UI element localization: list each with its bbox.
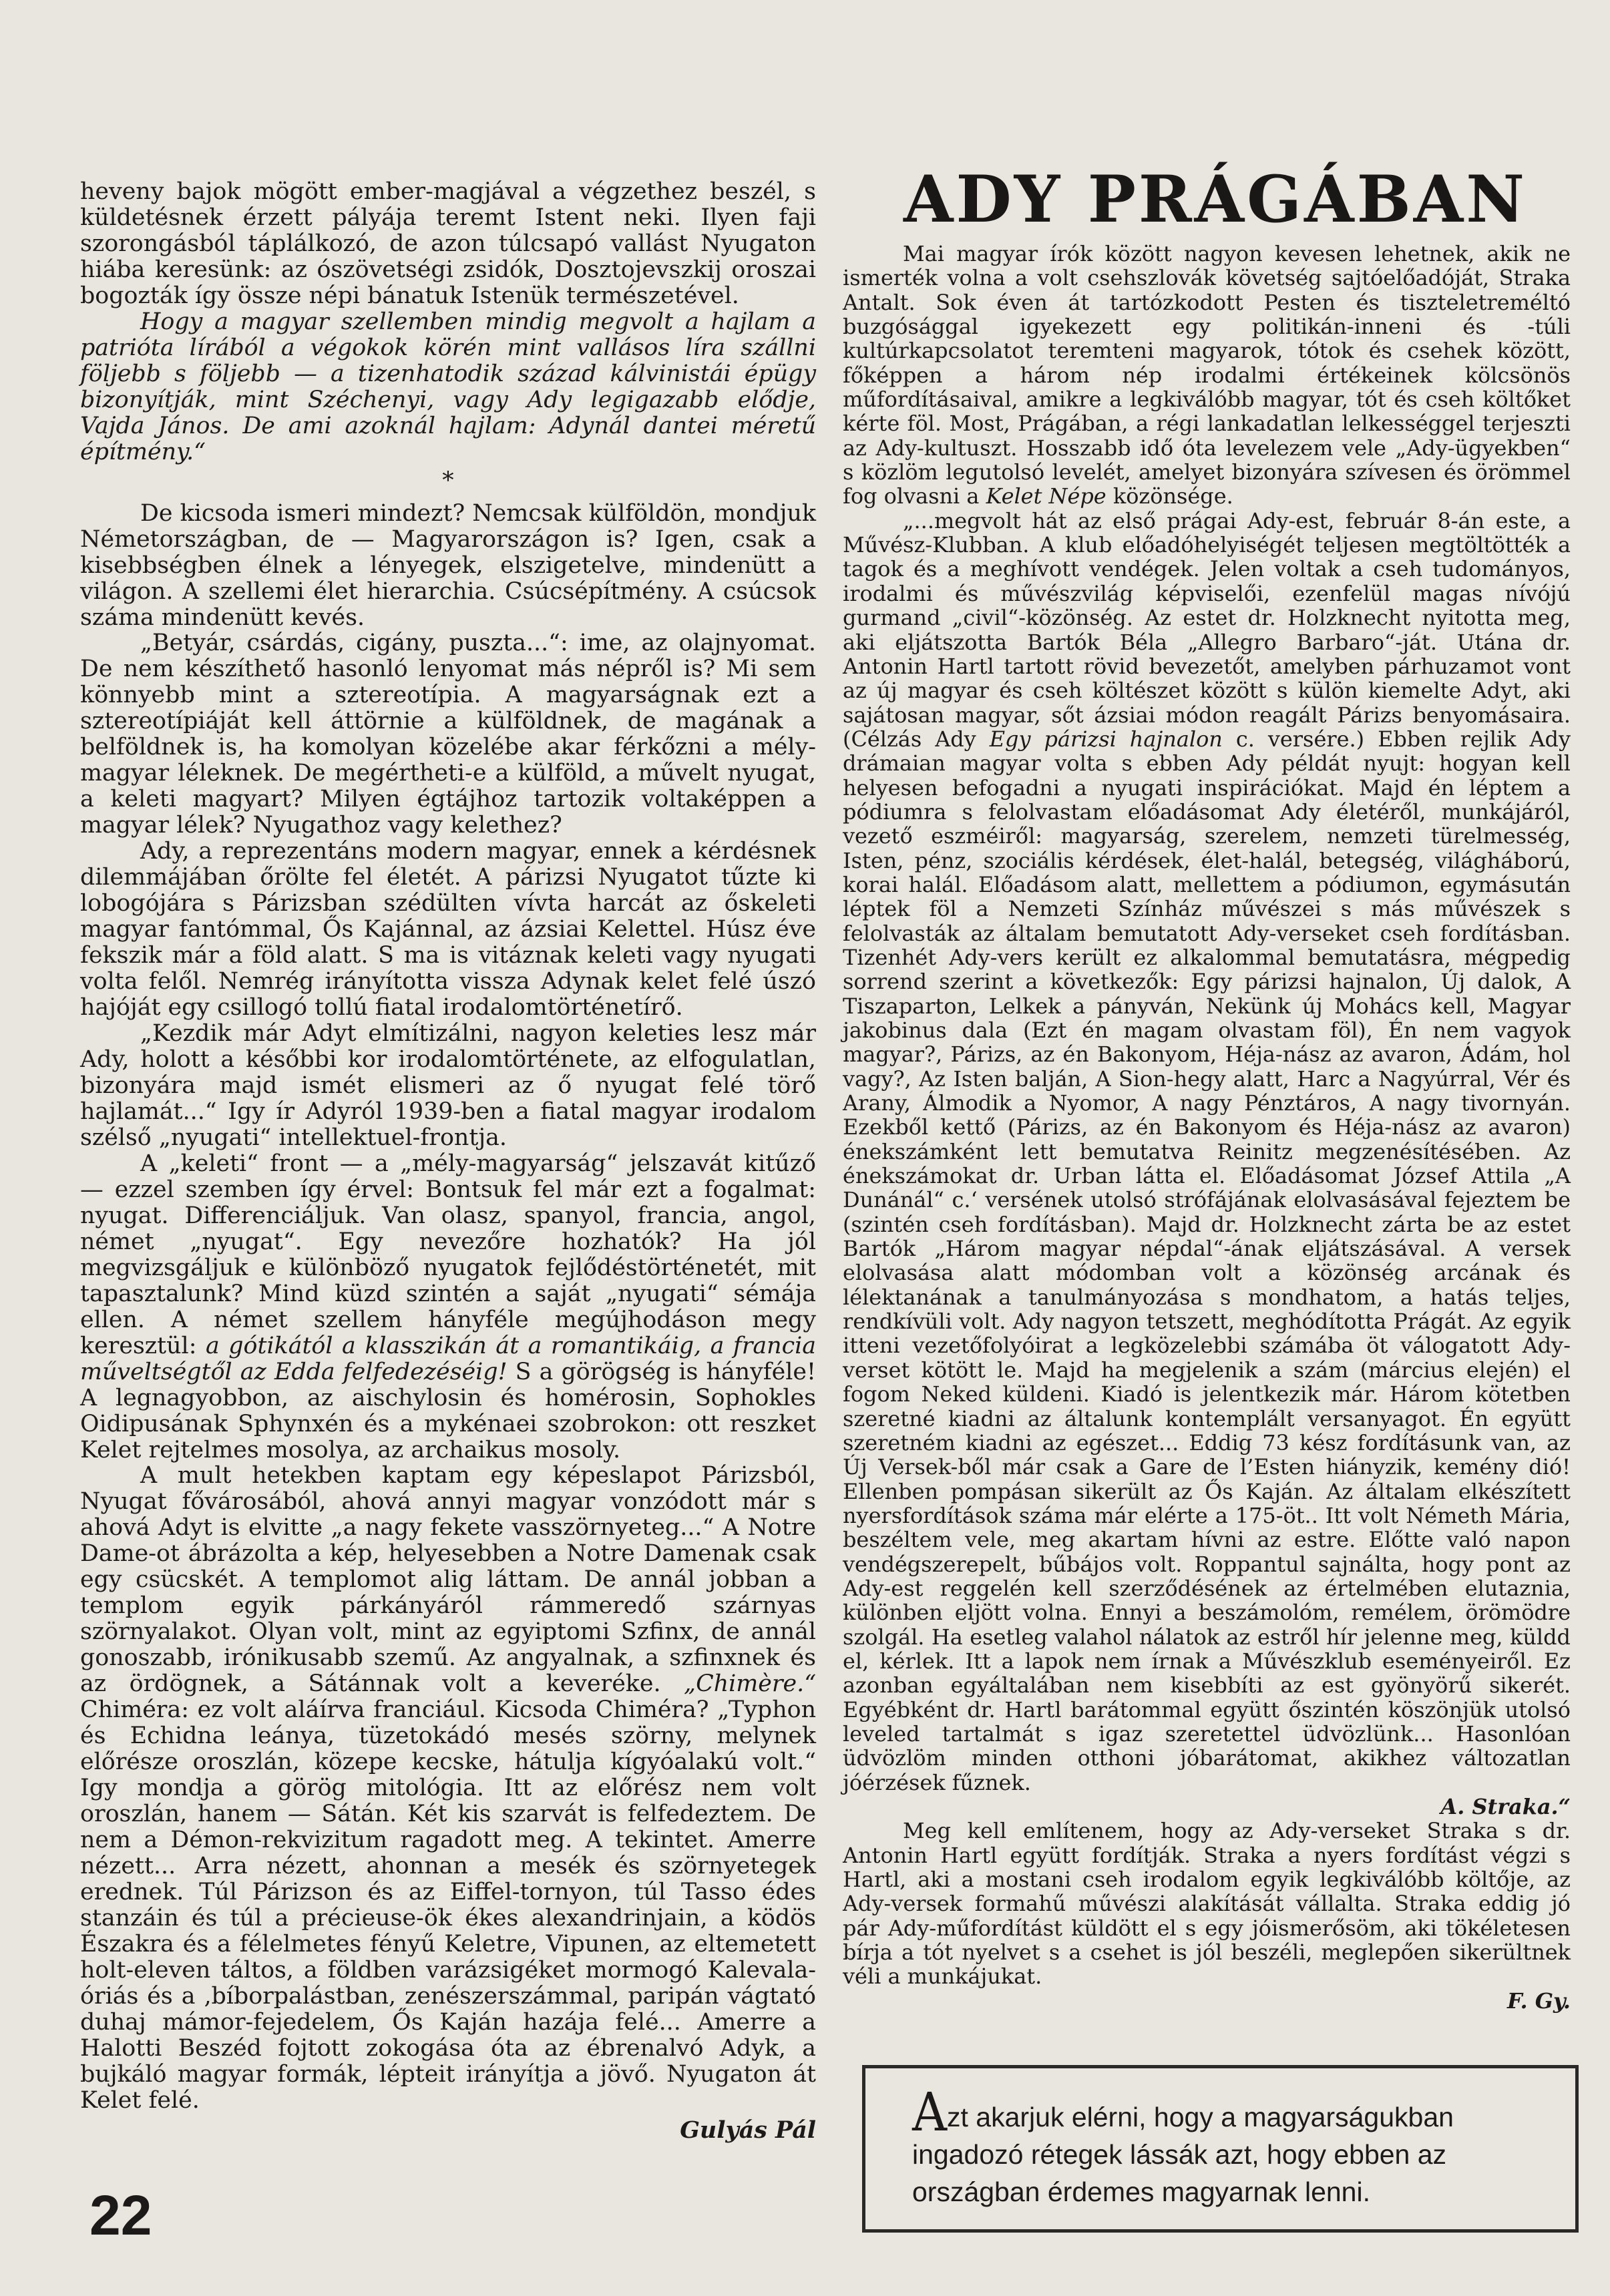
letter-signature: A. Straka.“ bbox=[1440, 1794, 1571, 1819]
paragraph-text: Chiméra: ez volt aláírva franciául. Kicsoda Chiméra? „Typhon és Echidna leánya, tüzetokádó mesés szörny, melynek előrésze oroszlán, közepe kecske, hátulja kígyóalakú volt.“ Igy mondja a görög mitológia. Itt az előrész nem volt oroszlán, hanem — Sátán. Két kis szarvát is felfedeztem. De nem a Démon-rekvizitum ragadott meg. A tekintet. Amerre nézett... Arra nézett, ahonnan a mesék és szörnyetegek erednek. Túl Párizson és az Eiffel-tornyon, túl Tasso édes stanzáin és túl a précieuse-ök ékes alexandrinjain, a ködös Északra és a félelmetes fényű Keletre, Vipunen, az eltemetett holt-eleven táltos, a földben varázsigéket mormogó Kalevala-óriás és a ‚bíborpalástban, zenészerszámmal, paripán vágtató duhaj mámor-fejedelem, Ős Kaján hazája felé... Amerre a Halotti Beszéd fojtott zokogása óta az ébrenalvó Adyk, a bujkáló magyar formák, lépteit irányítja a jövő. Nyugaton át Kelet felé. bbox=[80, 1696, 816, 2114]
paragraph: „Betyár, csárdás, cigány, puszta...“: ime, az olajnyomat. De nem készíthető hasonló lenyomat más népről is? Mi sem könnyebb mint a sztereotípia. A magyarságnak ezt a sztereotípiáját kell áttörnie a külföldnek, de magának a belföldnek is, ha komolyan közelébe akar férkőzni a mély-magyar léleknek. De megértheti-e a külföld, a művelt nyugat, a keleti magyart? Milyen égtájhoz tartozik voltaképpen a magyar lélek? Nyugathoz vagy kelethez? bbox=[80, 630, 816, 839]
left-article-column bbox=[80, 179, 816, 2144]
paragraph-italic: Hogy a magyar szellemben mindig megvolt a hajlam a patrióta lírából a végokok körén mint vallásos líra szállni följebb s följebb — a tizenhatodik század kálvinistái épügy bizonyítják, mint Széchenyi, vagy Ady legigazabb elődje, Vajda János. De ami azoknál hajlam: Adynál dantei méretű építmény.“ bbox=[80, 308, 816, 465]
page-number: 22 bbox=[89, 2184, 152, 2247]
italic-text: a gótikától a klasszikán át a romantikáig, a francia műveltségtől az Edda felfedezéséig! bbox=[80, 1332, 816, 1385]
paragraph-text: „...megvolt hát az első prágai Ady-est, február 8-án este, a Művész-Klubban. A klub előadóhelyiségét teljesen megtöltötték a tagok és a meghívott vendégek. Jelen voltak a cseh tudományos, irodalmi és művészvilág képviselői, ezenfelül magas nívójú gurmand „civil“-közönség. Az estet dr. Holzknecht nyitotta meg, aki eljátszotta Bartók Béla „Allegro Barbaro“-ját. Utána dr. Antonin Hartl tartott rövid bevezetőt, amelyben párhuzamot vont az új magyar és cseh költészet között s külön kiemelte Adyt, aki sajátosan magyar, sőt ázsiai módon reagált Párizs benyomásaira. (Célzás Ady bbox=[843, 507, 1571, 752]
author-signature: Gulyás Pál bbox=[680, 2116, 816, 2144]
paragraph bbox=[80, 1463, 816, 2113]
paragraph-text: Mai magyar írók között nagyon kevesen lehetnek, akik ne ismerték volna a volt csehszlovák követség sajtóelőadóját, Straka Antalt. Sok éven át tartózkodott Pesten és tiszteletreméltó buzgósággal igyekezett egy politikán-inneni és -túli kultúrkapcsolatot teremteni magyarok, tótok és csehek között, főképpen a három nép irodalmi értékeinek kölcsönös műfordításaival, amikre a legkiválóbb magyar, tót és cseh költőket kérte föl. Most, Prágában, a régi lankadatlan lelkességgel terjeszti az Ady-kultuszt. Hosszabb idő óta levelezem vele „Ady-ügyekben“ s közlöm legutolsó levelét, amelyet bizonyára szívesen és örömmel fog olvasni a bbox=[843, 241, 1571, 509]
paragraph: heveny bajok mögött ember-magjával a végzethez beszél, s küldetésnek érzett pályája teremt Istent neki. Ilyen faji szorongásból táplálkozó, de azon túlcsapó vallást Nyugaton hiába keresünk: az ószövetségi zsidók, Dosztojevszkij oroszai bogozták így össze népi bánatuk Istenük természetével. bbox=[80, 178, 816, 309]
callout-dropcap: A bbox=[912, 2081, 947, 2143]
italic-text: „Chimère.“ bbox=[684, 1670, 816, 1698]
italic-text: Egy párizsi hajnalon bbox=[989, 726, 1223, 752]
headline: ADY PRÁGÁBAN bbox=[903, 162, 1527, 237]
paragraph: Ady, a reprezentáns modern magyar, ennek a kérdésnek dilemmájában őrölte fel életét. A párizsi Nyugatot tűzte ki lobogójára s Párizsban szédülten vívta harcát az őskeleti magyar fantómmal, Ős Kajánnal, az ázsiai Kelettel. Húsz éve fekszik már a föld alatt. S ma is vitáznak keleti vagy nyugati volta felől. Nemrég irányította vissza Adynak kelet felé úszó hajóját egy csillogó tollú fiatal irodalomtörténetírő. bbox=[80, 838, 816, 1021]
callout-text: zt akarjuk elérni, hogy a magyarságukban ingadozó rétegek lássák azt, hogy ebben az országban érdemes magyarnak lenni. bbox=[912, 2102, 1454, 2207]
italic-text: Kelet Népe bbox=[986, 483, 1106, 509]
paragraph bbox=[80, 1151, 816, 1463]
paragraph bbox=[843, 509, 1571, 1795]
paragraph-text: közönsége. bbox=[1106, 483, 1233, 509]
paragraph-text: S a görögség is hányféle! A legnagyobbon, az aischylosin és homérosin, Sophokles Oidipusának Sphynxén és a mykénaei szobrokon: ott reszket Kelet rejtelmes mosolya, az archaikus mosoly. bbox=[80, 1358, 816, 1463]
paragraph: De kicsoda ismeri mindezt? Nemcsak külföldön, mondjuk Németországban, de — Magyarországon is? Igen, csak a kisebbségben élnek a lényegek, elszigetelve, mindenütt a világon. A szellemi élet hierarchia. Csúcsépítmény. A csúcsok száma mindenütt kevés. bbox=[80, 499, 816, 631]
paragraph bbox=[843, 242, 1571, 509]
author-signature: F. Gy. bbox=[1507, 1988, 1571, 2014]
paragraph: „Kezdik már Adyt elmítizálni, nagyon keleties lesz már Ady, holott a későbbi kor irodalomtörténete, az elfogulatlan, bizonyára majd ismét elismeri az ő nyugat felé törő hajlamát...“ Igy ír Adyról 1939-ben a fiatal magyar irodalom szélső „nyugati“ intellektuel-frontja. bbox=[80, 1020, 816, 1151]
paragraph-text: A mult hetekben kaptam egy képeslapot Párizsból, Nyugat fővárosából, ahová annyi magyar vonzódott már s ahová Adyt is elvitte „a nagy fekete vasszörnyeteg...“ A Notre Dame-ot ábrázolta a kép, helyesebben a Notre Damenak csak egy csücskét. A templomot alig láttam. De annál jobban a templom egyik párkányáról rámmeredő szárnyas szörnyalakot. Olyan volt, mint az egyiptomi Szfinx, de annál gonoszabb, irónikusabb szemű. Az angyalnak, a szfinxnek és az ördögnek, a Sátánnak volt a keveréke. bbox=[80, 1462, 816, 1698]
paragraph-text: A „keleti“ front — a „mély-magyarság“ jelszavát kitűző — ezzel szemben így érvel: Bontsuk fel már ezt a fogalmat: nyugat. Differenciáljuk. Van olasz, spanyol, francia, angol, német „nyugat“. Egy nevezőre hozhatók? Ha jól megvizsgáljuk e különböző nyugatok fejlődéstörténetét, mit tapasztalunk? Mind küzd szintén a saját „nyugati“ sémája ellen. A német szellem hányféle megújhodáson megy keresztül: bbox=[80, 1150, 816, 1359]
paragraph-text: c. versére.) Ebben rejlik Ady drámaian magyar volta s ebben Ady példát nyujt: hogyan kell helyesen befogadni a nyugati inspirációkat. Majd én léptem a pódiumra s felolvastam előadásomat Ady életéről, munkájáról, vezető eszméiről: magyarság, szerelem, nemzeti türelmesség, Isten, pénz, szociális kérdések, élet-halál, betegség, világháború, korai halál. Előadásom alatt, mellettem a pódiumon, egymásután léptek föl a Nemzeti Színház művészei s más művészek s felolvasták az általam bemutatott Ady-verseket cseh fordításban. Tizenhét Ady-vers került ez alkalommal bemutatásra, mégpedig sorrend szerint a következők: Egy párizsi hajnalon, Új dalok, A Tiszaparton, Lelkek a pányván, Nekünk új Mohács kell, Magyar jakobinus dala (Ezt én magam olvastam föl), Én nem vagyok magyar?, Párizs, az én Bakonyom, Héja-nász az avaron, Ádám, hol vagy?, Az Isten balján, A Sion-hegy alatt, Harc a Nagyúrral, Vér és Arany, Álmodik a Nyomor, A nagy Pénztáros, A nagy tivornyán. Ezekből kettő (Párizs, az én Bakonyom és Héja-nász az avaron) énekszámként lett bemutatva Reinitz megzenésítésében. Az énekszámokat dr. Urban látta el. Előadásomat József Attila „A Dunánál“ c.‘ versének utolsó strófájának elolvasásával fejeztem be (szintén cseh fordításban). Majd dr. Holzknecht zárta be az estet Bartók „Három magyar népdal“-ának eljátszásával. A versek elolvasása alatt módomban volt a közönség arcának és lélektanának a tanulmányozása s mondhatom, a hatás teljes, rendkívüli volt. Ady nagyon tetszett, meghódította Prágát. Az egyik itteni vezetőfolyóirat a legközelebbi számába öt válogatott Ady-verset kötött le. Majd ha megjelenik a szám (március elején) el fogom Neked küldeni. Kiadó is jelentkezik már. Három kötetben szeretné kiadni az általunk kontemplált versanyagot. Én együtt szeretném kiadni az egészet... Eddig 73 kész fordításunk van, az Új Versek-ből már csak a Gare de l’Esten hiányzik, kemény dió! Ellenben pompásan sikerült az Ős Kaján. Az általam elkészített nyersfordítások száma már elérte a 175-öt.. Itt volt Németh Mária, beszéltem vele, meg akartam hívni az estre. Előtte való napon vendégszerepelt, bűbájos volt. Roppantul sajnálta, hogy pont az Ady-est reggelén kell szerződésének az értelmében elutaznia, különben eljött volna. Ennyi a beszámolóm, remélem, örömödre szolgál. Ha esetleg valahol nálatok az estről hír jelenne meg, küldd el, kérlek. Itt a lapok nem írnak a Művészklub eseményeiről. Ez azonban egyáltalában nem kisebbíti az est gyönyörű sikerét. Egyébként dr. Hartl barátommal együtt őszintén köszönjük utolsó leveled tartalmát s igaz szeretettel üdvözlünk... Hasonlóan üdvözlöm minden otthoni jóbarátomat, akikhez változatlan jóérzések fűznek. bbox=[843, 726, 1571, 1795]
right-article-column bbox=[843, 242, 1571, 2013]
section-separator: * bbox=[442, 467, 454, 494]
callout-box bbox=[862, 2065, 1579, 2233]
paragraph: Meg kell említenem, hogy az Ady-verseket Straka s dr. Antonin Hartl együtt fordítják. Straka a nyers fordítást végzi s Hartl, aki a mostani cseh irodalom egyik legkiválóbb költője, az Ady-versek formahű művészi alakítását vállalta. Straka eddig jó pár Ady-műfordítást küldött el s egy jóismerősöm, aki tökéletesen bírja a tót nyelvet s a csehet is jól beszéli, meglepően sikerültnek véli a munkájukat. bbox=[843, 1818, 1571, 1990]
